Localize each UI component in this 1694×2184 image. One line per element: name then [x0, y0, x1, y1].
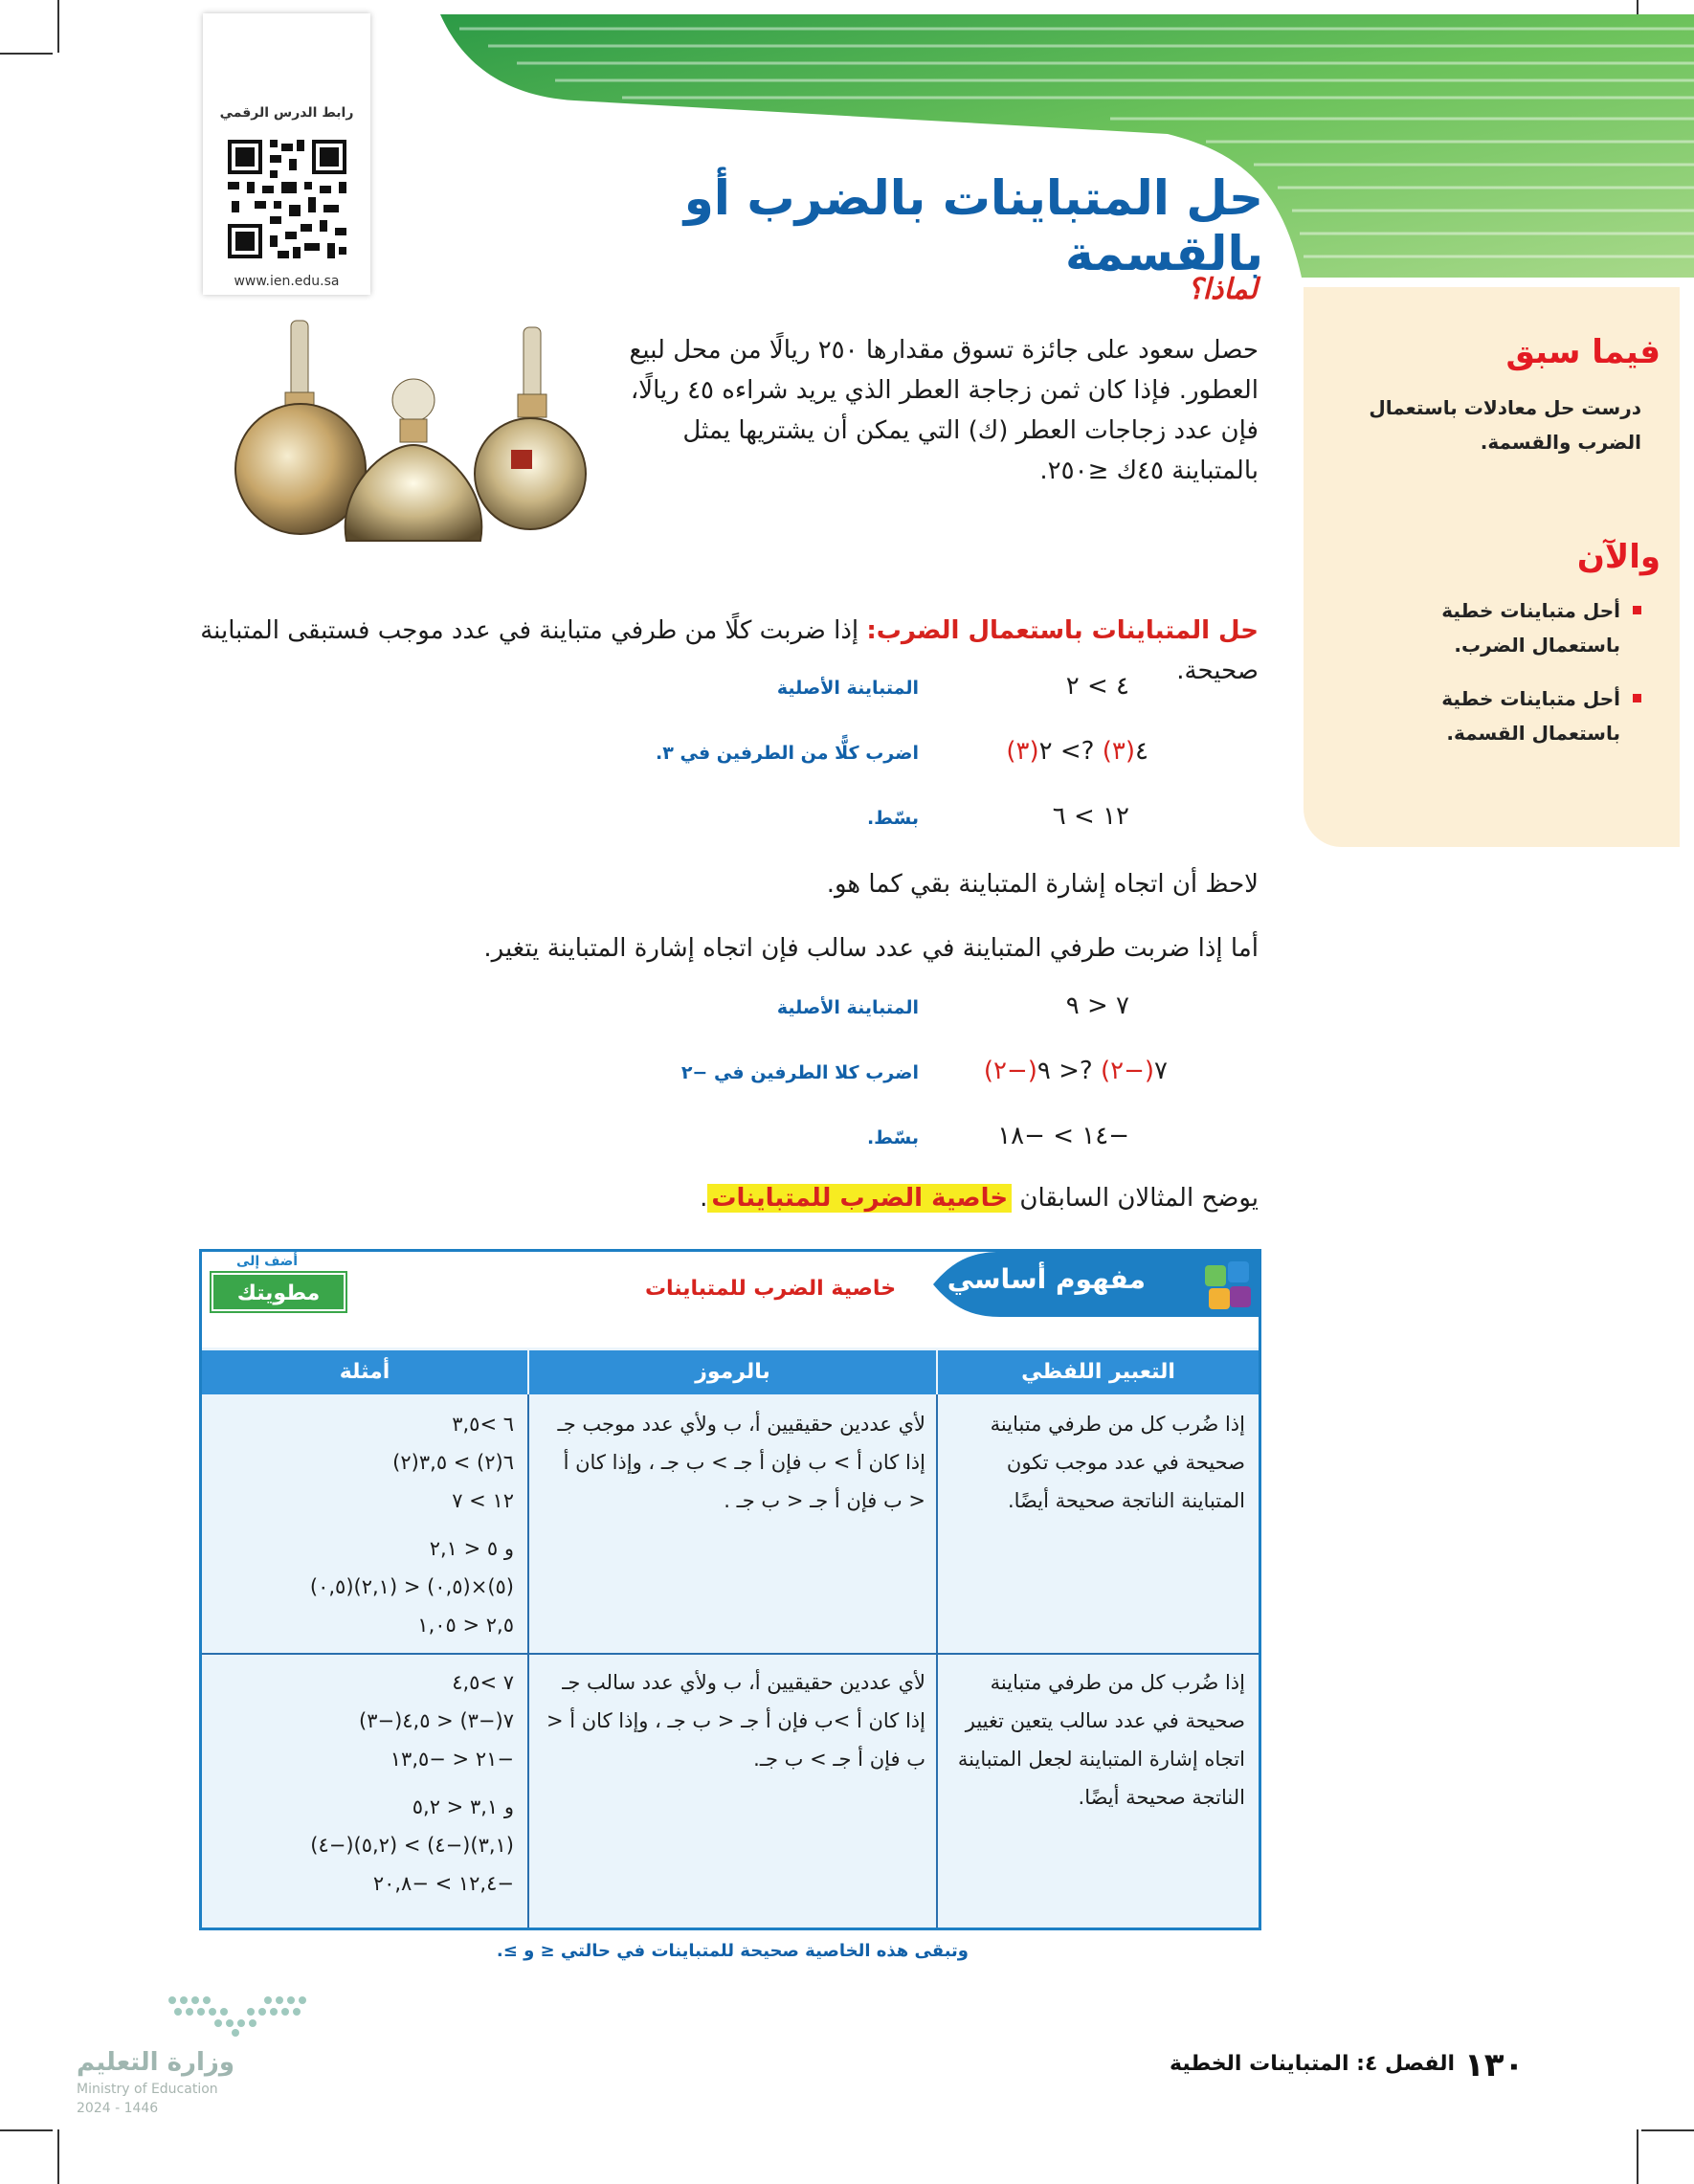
- crop-mark: [1641, 2129, 1694, 2131]
- crop-mark: [1637, 2129, 1638, 2184]
- row1-symbols: لأي عددين حقيقيين أ، ب ولأي عدد موجب جـ إذا كان أ > ب فإن أ جـ > ب جـ ، وإذا كان أ < ب فإن أ جـ < ب جـ .: [557, 1413, 925, 1512]
- ministry-year: 2024 - 1446: [77, 2101, 159, 2116]
- crop-mark: [0, 2129, 53, 2131]
- now-title: والآن: [1576, 538, 1661, 576]
- concept-header: [202, 1252, 1259, 1348]
- footnote: وتبقى هذه الخاصية صحيحة للمتباينات في حالتي ≤ و ≥.: [496, 1941, 969, 1961]
- why-label: لماذا؟: [1187, 273, 1258, 306]
- ex1-line1: ٤ > ٢: [1065, 672, 1129, 701]
- example-line: ٧ >٤,٥: [452, 1671, 514, 1694]
- example-line: −٢١ < −١٣,٥: [390, 1748, 514, 1771]
- row1-verbal: إذا ضُرب كل من طرفي متباينة صحيحة في عدد موجب تكون المتباينة الناتجة صحيحة أيضًا.: [990, 1413, 1245, 1512]
- ex1-line2-d: (٣): [1006, 737, 1039, 766]
- example-line: و ٥ < ٢,١: [429, 1537, 514, 1560]
- summary-pre: يوضح المثالان السابقان: [1012, 1184, 1259, 1213]
- row2-example: [217, 1663, 514, 1903]
- ex2-line2-c: ?< ٩: [1036, 1057, 1101, 1085]
- page-title: حل المتباينات بالضرب أو بالقسمة: [683, 170, 1263, 281]
- table-divider: [527, 1394, 529, 1928]
- concept-icon: [1201, 1259, 1255, 1313]
- row1-example: [217, 1405, 514, 1644]
- example-line: ٧(−٣) < ٤,٥(−٣): [358, 1709, 514, 1732]
- ex1-line2-c: ?> ٢: [1038, 737, 1103, 766]
- ex2-line2: [919, 1057, 1168, 1085]
- before-title: فيما سبق: [1505, 333, 1661, 371]
- col-head-verbal: التعبير اللفظي: [938, 1350, 1259, 1394]
- concept-title: خاصية الضرب للمتباينات: [644, 1277, 897, 1301]
- table-divider: [202, 1653, 1259, 1655]
- col-head-examples: أمثلة: [202, 1350, 527, 1394]
- ex1-line2-a: ٤: [1135, 737, 1148, 766]
- page-number: ١٣٠: [1464, 2046, 1525, 2084]
- ministry-logo-icon: [163, 1991, 316, 2039]
- ex2-line1: ٧ < ٩: [1065, 992, 1129, 1020]
- before-text: درست حل معادلات باستعمال الضرب والقسمة.: [1369, 396, 1641, 454]
- section-text: إذا ضربت كلًا من طرفي متباينة في عدد موجب فستبقى المتباينة صحيحة.: [200, 616, 1259, 685]
- example-line: −١٢,٤ > −٢٠,٨: [372, 1872, 514, 1895]
- ex2-line3: −١٤ > −١٨: [997, 1122, 1129, 1150]
- negative-text: أما إذا ضربت طرفي المتباينة في عدد سالب فإن اتجاه إشارة المتباينة يتغير.: [483, 934, 1259, 963]
- foldable-button[interactable]: مطويتك: [212, 1273, 345, 1311]
- summary-text: [574, 1178, 1259, 1218]
- example-line: (٣,١)(−٤) > (٥,٢)(−٤): [310, 1834, 514, 1857]
- crop-mark: [57, 0, 59, 53]
- row2-symbols: لأي عددين حقيقيين أ، ب ولأي عدد سالب جـ إذا كان أ >ب فإن أ جـ < ب جـ ، وإذا كان أ < ب فإن أ جـ > ب جـ.: [546, 1671, 925, 1771]
- ex2-line2-a: ٧: [1154, 1057, 1168, 1085]
- ex2-note1: المتباينة الأصلية: [776, 997, 919, 1018]
- example-line: ١٢ > ٧: [452, 1489, 514, 1512]
- table-divider: [936, 1394, 938, 1928]
- col-head-symbols: بالرموز: [529, 1350, 936, 1394]
- ministry-name-en: Ministry of Education: [77, 2082, 218, 2097]
- summary-post: .: [700, 1184, 708, 1213]
- concept-tag: مفهوم أساسي: [947, 1263, 1146, 1295]
- crop-mark: [57, 2129, 59, 2184]
- qr-card[interactable]: [203, 13, 370, 295]
- ex2-note2: اضرب كلا الطرفين في −٢: [680, 1062, 919, 1083]
- now-item: أحل متباينات خطية باستعمال القسمة.: [1373, 681, 1641, 750]
- now-item: أحل متباينات خطية باستعمال الضرب.: [1373, 593, 1641, 662]
- ex1-line3: ١٢ > ٦: [1052, 802, 1129, 831]
- ex2-line2-d: (−٢): [983, 1057, 1037, 1085]
- ministry-name-ar: وزارة التعليم: [77, 2048, 234, 2077]
- qr-url[interactable]: www.ien.edu.sa: [234, 274, 340, 289]
- example-line: ٦ >٣,٥: [452, 1413, 514, 1436]
- example-line: (٥)×(٠,٥) < (٢,١)(٠,٥): [309, 1575, 514, 1598]
- observe-text: لاحظ أن اتجاه إشارة المتباينة بقي كما هو.: [826, 870, 1259, 899]
- qr-code-icon[interactable]: [224, 136, 350, 262]
- ex1-line2-b: (٣): [1102, 737, 1136, 766]
- crop-mark: [0, 53, 53, 55]
- intro-paragraph: حصل سعود على جائزة تسوق مقدارها ٢٥٠ ريالًا من محل لبيع العطور. فإذا كان ثمن زجاجة العطر الذي يريد شراءه ٤٥ ريالًا، فإن عدد زجاجات العطر (ك) التي يمكن أن يشتريها يمثل بالمتباينة ٤٥ك ≤٢٥٠.: [629, 336, 1259, 485]
- ex1-line2: [919, 737, 1148, 766]
- ex1-note2: اضرب كلًّا من الطرفين في ٣.: [656, 743, 919, 764]
- example-line: ٢,٥ < ١,٠٥: [417, 1614, 514, 1637]
- qr-label: رابط الدرس الرقمي: [219, 105, 354, 121]
- section-heading: حل المتباينات باستعمال الضرب:: [866, 616, 1259, 645]
- perfume-bottles-image: [222, 316, 591, 550]
- chapter-label: الفصل ٤: المتباينات الخطية: [1170, 2052, 1455, 2076]
- add-to-label: أضف إلى: [236, 1254, 299, 1269]
- example-line: و ٣,١ < ٥,٢: [412, 1795, 514, 1818]
- summary-highlight: خاصية الضرب للمتباينات: [707, 1184, 1012, 1213]
- ex1-note3: بسّط.: [866, 808, 919, 829]
- ex1-note1: المتباينة الأصلية: [776, 678, 919, 699]
- sidebar-panel: [1304, 287, 1680, 847]
- key-concept-box: [199, 1249, 1261, 1930]
- ex2-note3: بسّط.: [866, 1127, 919, 1148]
- row2-verbal: إذا ضُرب كل من طرفي متباينة صحيحة في عدد سالب يتعين تغيير اتجاه إشارة المتباينة لجعل المتباينة الناتجة صحيحة أيضًا.: [957, 1671, 1245, 1809]
- example-line: ٦(٢) > ٣,٥(٢): [392, 1451, 514, 1474]
- ex2-line2-b: (−٢): [1100, 1057, 1155, 1085]
